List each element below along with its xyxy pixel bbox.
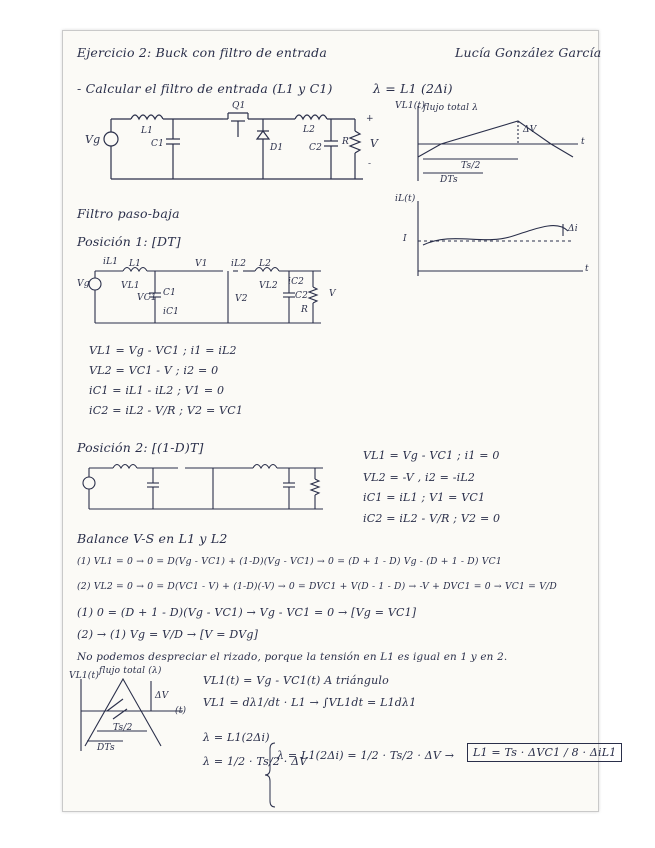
pos2-eq-1: VL1 = Vg - VC1 ; i1 = 0 <box>363 449 500 462</box>
g1-ylabel: VL1(t) <box>395 101 426 111</box>
c1-r-label: R <box>342 137 349 147</box>
c2-ic2: iC2 <box>288 277 305 287</box>
pos1-title: Posición 1: [DT] <box>77 234 181 249</box>
ripple-result-box: L1 = Ts · ΔVC1 / 8 · ΔiL1 <box>467 743 622 762</box>
c2-v2: V2 <box>235 294 248 304</box>
c1-l1-label: L1 <box>141 126 154 136</box>
ripple-eq-2: VL1 = dλ1/dt · L1 → ∫VL1dt = L1dλ1 <box>203 696 417 709</box>
c2-il1: iL1 <box>103 257 119 267</box>
c1-q1-label: Q1 <box>232 101 246 111</box>
balance-title: Balance V-S en L1 y L2 <box>77 531 228 546</box>
c2-il2: iL2 <box>231 259 247 269</box>
g1-dv: ΔV <box>523 125 537 135</box>
intro-line: - Calcular el filtro de entrada (L1 y C1) <box>77 81 333 96</box>
c1-minus: - <box>368 159 372 169</box>
intro-lambda: λ = L1 (2Δi) <box>373 81 453 96</box>
ripple-eq-4: λ = 1/2 · Ts/2 · ΔV <box>203 755 308 768</box>
g1-annot: flujo total λ <box>423 103 479 113</box>
c2-ic1: iC1 <box>163 307 180 317</box>
pos2-title: Posición 2: [(1-D)T] <box>77 440 204 455</box>
balance-line-4: (2) → (1) Vg = V/D → [V = DVg] <box>77 628 259 641</box>
c2-r: R <box>301 305 308 315</box>
pos2-eq-2: VL2 = -V , i2 = -iL2 <box>363 471 476 484</box>
c2-l2: L2 <box>259 259 272 269</box>
author-name: Lucía González García <box>455 45 602 60</box>
circuit-diagram-pos2 <box>83 465 323 510</box>
ripple-note: No podemos despreciar el rizado, porque la tensión en L1 es igual en 1 y en 2. <box>77 651 508 663</box>
c1-d1-label: D1 <box>270 143 284 153</box>
g1-half: Ts/2 <box>461 161 481 171</box>
il-waveform-graph <box>418 201 583 276</box>
notebook-page <box>62 30 617 812</box>
c1-c2-label: C2 <box>309 143 323 153</box>
g2-ylabel: iL(t) <box>395 194 416 204</box>
ripple-graph-label: VL1(t) <box>69 671 100 681</box>
pos1-eq-2: VL2 = VC1 - V ; i2 = 0 <box>89 364 219 377</box>
g1-t: t <box>581 137 585 147</box>
c1-l2-label: L2 <box>303 125 316 135</box>
ripple-dts: DTs <box>97 743 115 753</box>
c2-vc1: VC1 <box>137 293 157 303</box>
c1-vg-label: Vg <box>85 133 101 146</box>
g2-imark: I <box>403 234 407 244</box>
pos1-eq-3: iC1 = iL1 - iL2 ; V1 = 0 <box>89 384 225 397</box>
c2-c2: C2 <box>295 291 309 301</box>
c1-plus: + <box>366 114 374 124</box>
pos1-eq-4: iC2 = iL2 - V/R ; V2 = VC1 <box>89 404 244 417</box>
balance-line-3: (1) 0 = (D + 1 - D)(Vg - VC1) → Vg - VC1 = 0 → [Vg = VC1] <box>77 606 417 619</box>
ripple-eq-1: VL1(t) = Vg - VC1(t) A triángulo <box>203 674 389 687</box>
circuit-diagram-1 <box>63 31 598 811</box>
ripple-half: Ts/2 <box>113 723 133 733</box>
pos2-eq-4: iC2 = iL2 - V/R ; V2 = 0 <box>363 512 501 525</box>
ripple-triangle-graph <box>81 679 183 751</box>
ripple-tmark: (t) <box>175 706 187 716</box>
ripple-graph-annot: flujo total (λ) <box>99 666 162 676</box>
pos1-eq-1: VL1 = Vg - VC1 ; i1 = iL2 <box>89 344 237 357</box>
g2-t: t <box>585 264 589 274</box>
g1-dts: DTs <box>440 175 458 185</box>
g2-di: Δi <box>568 224 578 234</box>
balance-line-1: (1) VL1 = 0 → 0 = D(Vg - VC1) + (1-D)(Vg - VC1) → 0 = (D + 1 - D) Vg - (D + 1 - D) VC1 <box>77 556 502 567</box>
filter-heading: Filtro paso-baja <box>77 206 180 221</box>
pos2-eq-3: iC1 = iL1 ; V1 = VC1 <box>363 491 486 504</box>
c2-vg: Vg <box>77 279 90 289</box>
c2-v1: V1 <box>195 259 208 269</box>
c2-c1: C1 <box>163 288 177 298</box>
ripple-eq-3: λ = L1(2Δi) <box>203 731 270 744</box>
c1-v-label: V <box>370 137 379 150</box>
ripple-eq-5: λ = L1(2Δi) = 1/2 · Ts/2 · ΔV → <box>277 749 455 762</box>
vl1-waveform-graph <box>418 106 578 181</box>
c2-v: V <box>329 289 336 299</box>
c1-c1-label: C1 <box>151 139 165 149</box>
circuit-diagram-pos1 <box>89 268 321 324</box>
c2-vl2: VL2 <box>259 281 278 291</box>
balance-line-2: (2) VL2 = 0 → 0 = D(VC1 - V) + (1-D)(-V) → 0 = DVC1 + V(D - 1 - D) → -V + DVC1 = 0 → VC1 = V/D <box>77 581 557 592</box>
c2-vl1: VL1 <box>121 281 140 291</box>
exercise-title: Ejercicio 2: Buck con filtro de entrada <box>77 45 327 60</box>
c2-l1: L1 <box>129 259 142 269</box>
ripple-dv: ΔV <box>155 691 169 701</box>
